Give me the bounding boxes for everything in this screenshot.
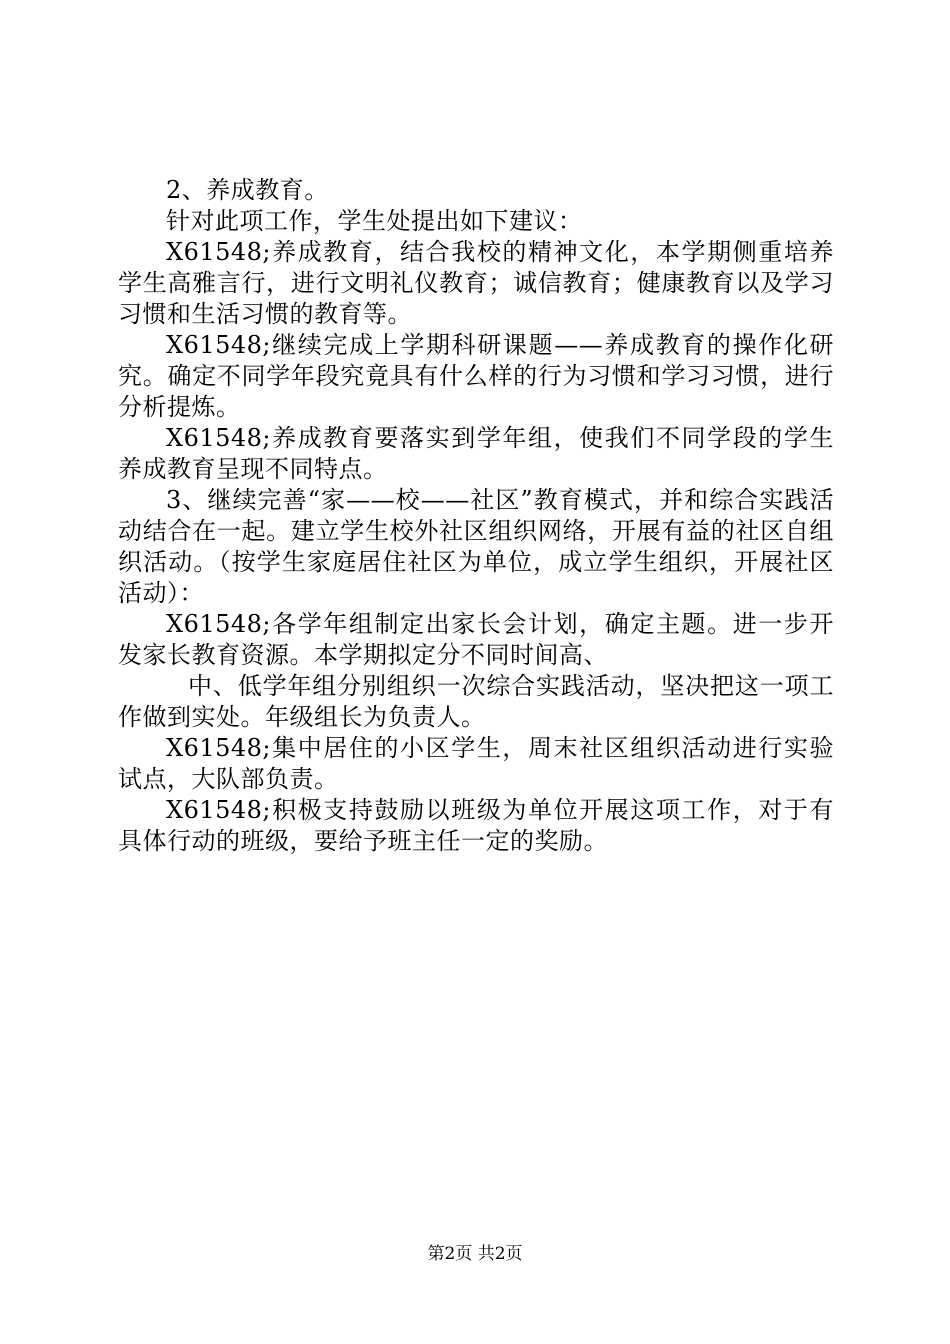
paragraph-intro: 针对此项工作，学生处提出如下建议： [166, 207, 583, 235]
page-number-footer: 第2页 共2页 [427, 1244, 523, 1264]
paragraph-item: X61548;各学年组制定出家长会计划，确定主题。进一步开发家长教育资源。本学期拟定分不同时间高、 [118, 610, 834, 669]
section-heading-3: 3、继续完善“家——校——社区”教育模式，并和综合实践活动结合在一起。建立学生校外社区组织网络，开展有益的社区自组织活动。（按学生家庭居住社区为单位，成立学生组织，开展社区活动）： [118, 486, 834, 607]
paragraph-item: X61548;集中居住的小区学生，周末社区组织活动进行实验试点，大队部负责。 [118, 734, 834, 793]
paragraph-item: X61548;继续完成上学期科研课题——养成教育的操作化研究。确定不同学年段究竟具有什么样的行为习惯和学习习惯，进行分析提炼。 [118, 331, 834, 421]
document-body [118, 175, 834, 857]
section-heading-2: 2、养成教育。 [166, 176, 329, 204]
paragraph-item: X61548;养成教育，结合我校的精神文化，本学期侧重培养学生高雅言行，进行文明礼仪教育；诚信教育；健康教育以及学习习惯和生活习惯的教育等。 [118, 238, 834, 328]
paragraph-item: X61548;养成教育要落实到学年组，使我们不同学段的学生养成教育呈现不同特点。 [118, 424, 834, 483]
paragraph-continuation: 中、低学年组分别组织一次综合实践活动，坚决把这一项工作做到实处。年级组长为负责人。 [118, 672, 834, 731]
paragraph-item: X61548;积极支持鼓励以班级为单位开展这项工作，对于有具体行动的班级，要给予班主任一定的奖励。 [118, 796, 834, 855]
